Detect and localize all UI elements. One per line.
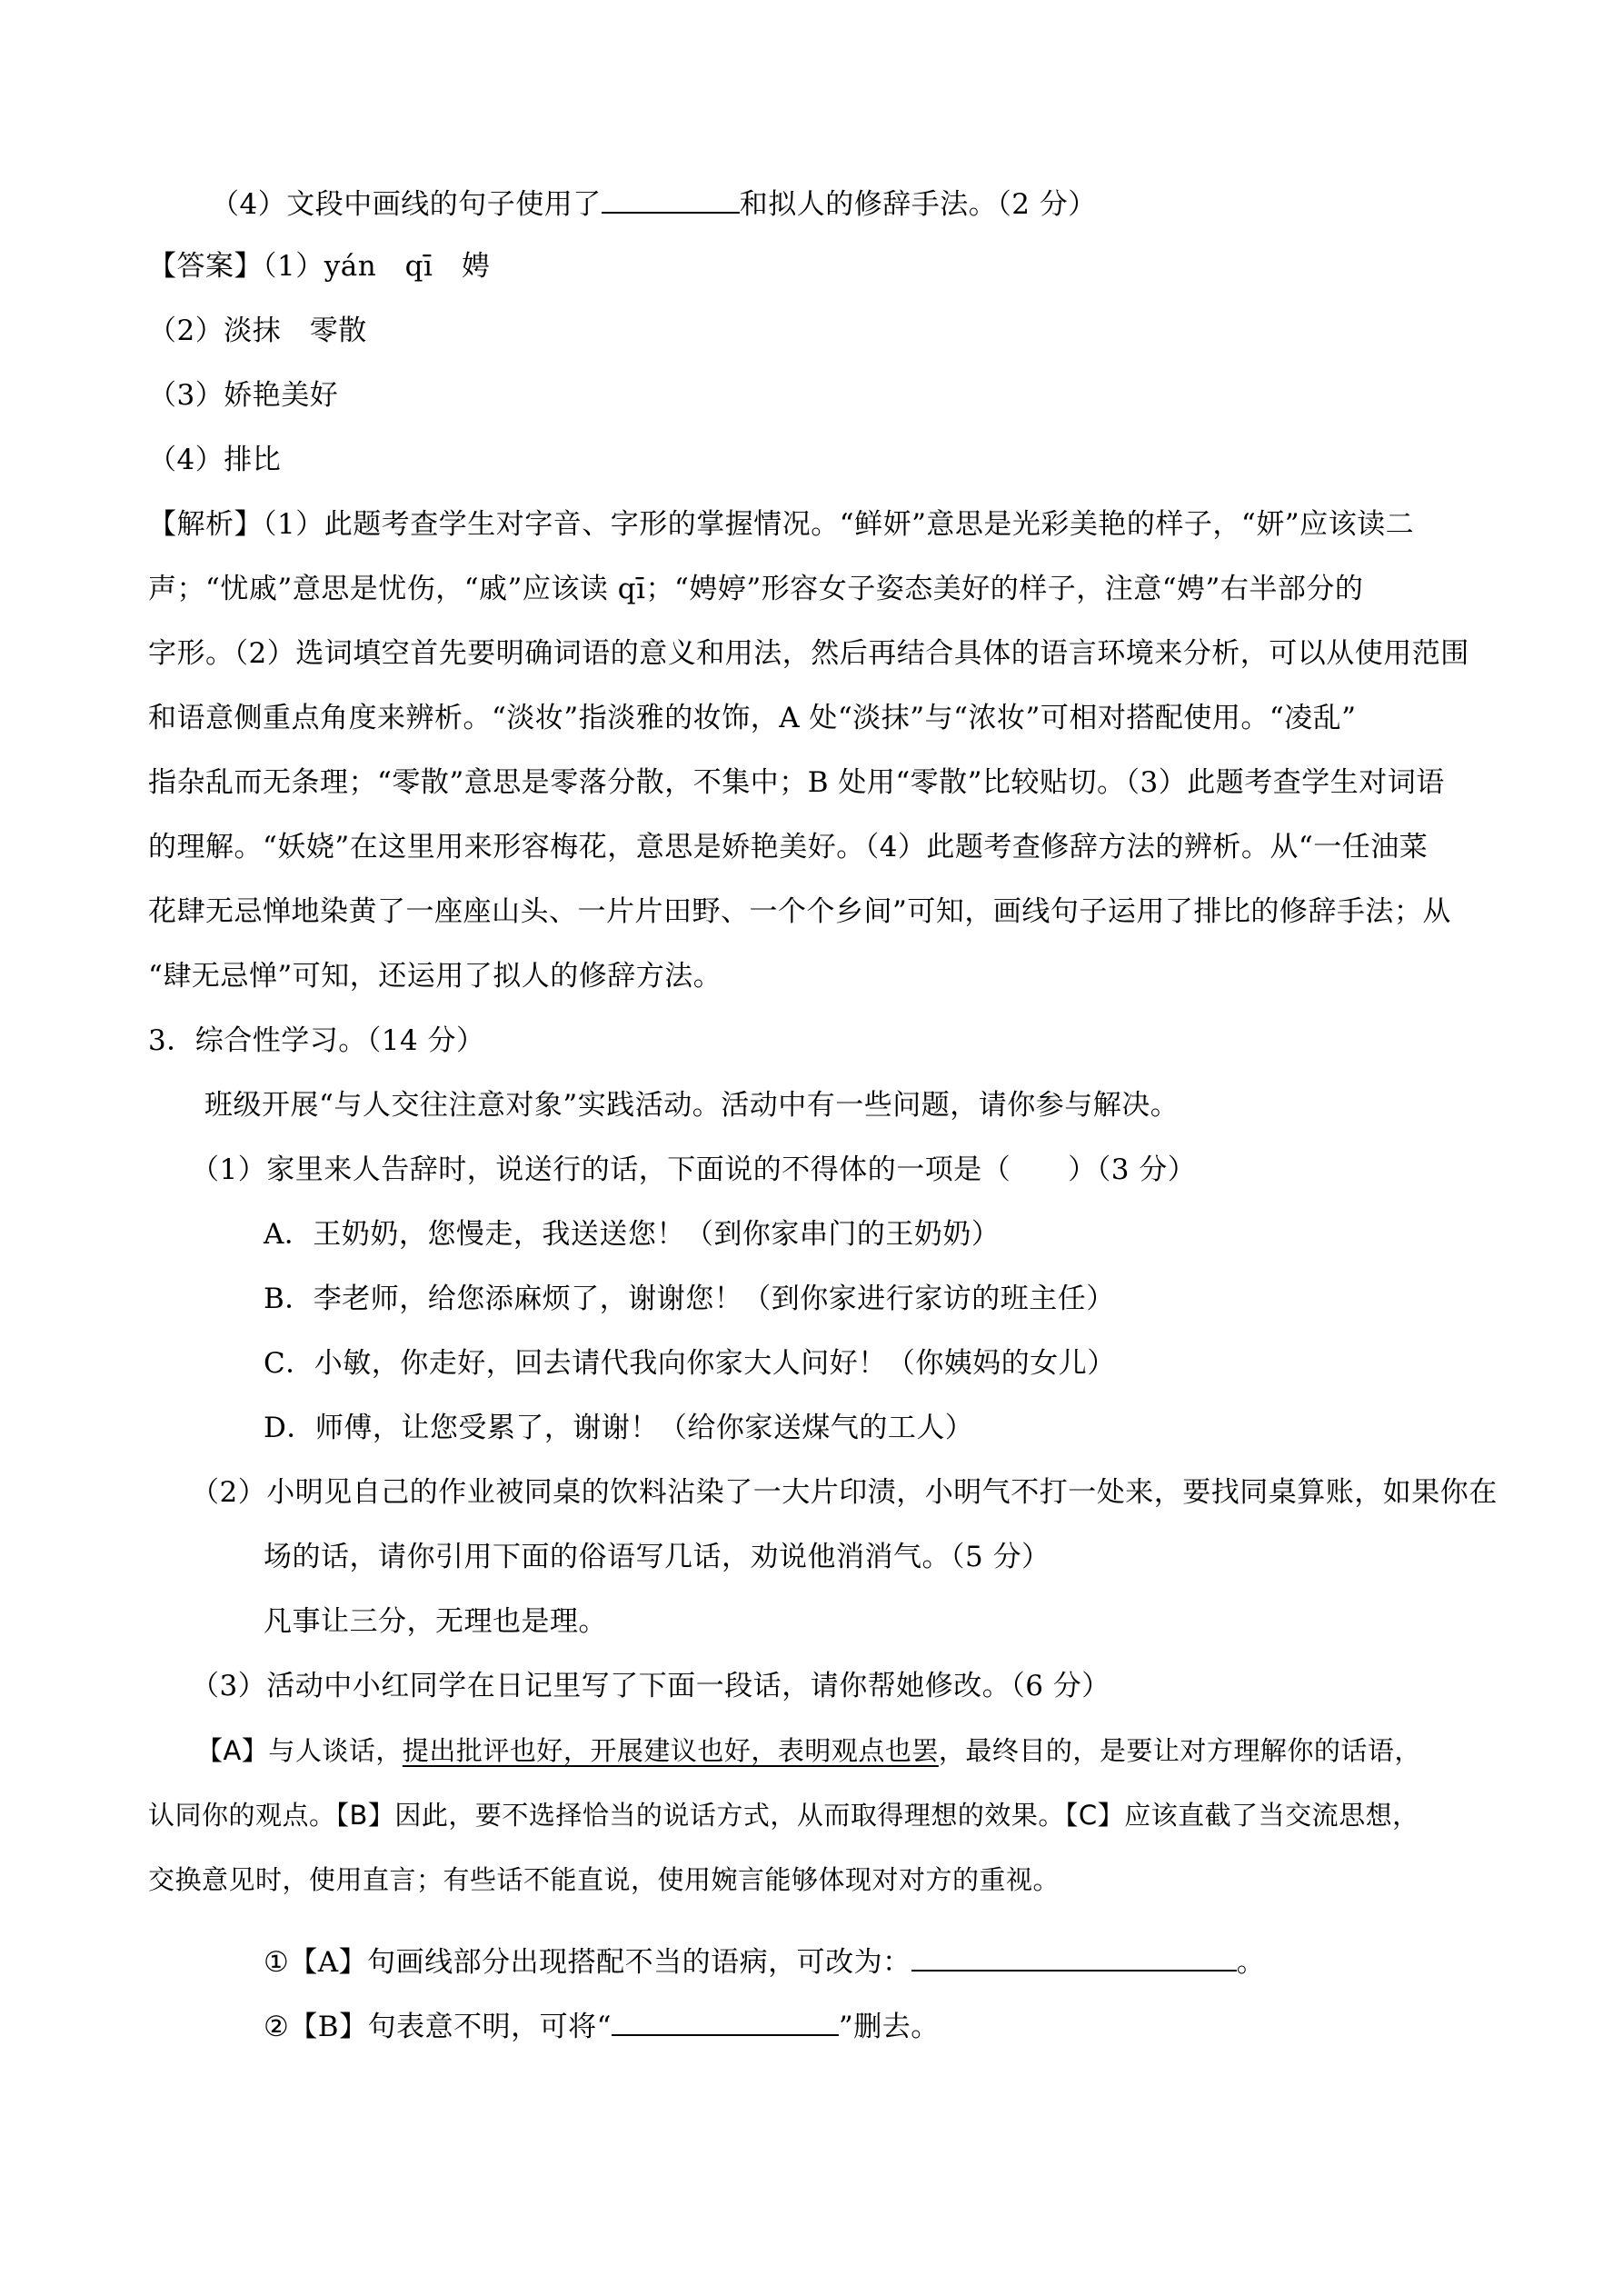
question-3-2-line-1: （2）小明见自己的作业被同桌的饮料沾染了一大片印渍，小明气不打一处来，要找同桌算账，如果你在 (191, 1476, 1498, 1509)
answer-line-2: （2）淡抹 零散 (148, 314, 367, 347)
option-d: D．师傅，让您受累了，谢谢！（给你家送煤气的工人） (264, 1412, 974, 1444)
analysis-label: 【解析】 (148, 508, 263, 541)
answer-line-1: 【答案】（1）yán qī 娉 (148, 250, 491, 283)
analysis-line-8: “肆无忌惮”可知，还运用了拟人的修辞方法。 (148, 960, 722, 993)
analysis-line-1: 【解析】（1）此题考查学生对字音、字形的掌握情况。“鲜妍”意思是光彩美艳的样子，“妍”应该读二 (148, 508, 1415, 541)
revision-item-1: ①【A】句画线部分出现搭配不当的语病，可改为： 。 (264, 1942, 1265, 1981)
analysis-line-6: 的理解。“妖娆”在这里用来形容梅花，意思是娇艳美好。（4）此题考查修辞方法的辨析。从“一任油菜 (148, 831, 1429, 863)
proverb-quote: 凡事让三分，无理也是理。 (264, 1605, 607, 1638)
option-c: C．小敏，你走好，回去请代我向你家大人问好！（你姨妈的女儿） (264, 1347, 1116, 1380)
answer-label: 【答案】 (148, 250, 263, 283)
question-3-3-prompt: （3）活动中小红同学在日记里写了下面一段话，请你帮她修改。（6 分） (191, 1670, 1110, 1702)
analysis-line-2: 声；“忧戚”意思是忧伤，“戚”应该读 qī；“娉婷”形容女子姿态美好的样子，注意“娉”右半部分的 (148, 573, 1364, 605)
answer-blank (602, 185, 740, 214)
answer-line-3: （3）娇艳美好 (148, 379, 339, 412)
analysis-line-5: 指杂乱而无条理；“零散”意思是零落分散，不集中；B 处用“零散”比较贴切。（3）此题考查学生对词语 (148, 766, 1445, 799)
diary-paragraph-line-1: 【A】与人谈话，提出批评也好，开展建议也好，表明观点也罢，最终目的，是要让对方理解你的话语， (196, 1735, 1421, 1766)
question-3-intro: 班级开展“与人交往注意对象”实践活动。活动中有一些问题，请你参与解决。 (204, 1089, 1180, 1122)
question-2-4: （4）文段中画线的句子使用了 和拟人的修辞手法。（2 分） (211, 185, 1097, 223)
option-b: B．李老师，给您添麻烦了，谢谢您！（到你家进行家访的班主任） (264, 1283, 1115, 1315)
answer-blank (911, 1942, 1237, 1972)
analysis-line-3: 字形。（2）选词填空首先要明确词语的意义和用法，然后再结合具体的语言环境来分析，可以从使用范围 (148, 637, 1469, 670)
paragraph-a-label: 【A】 (196, 1735, 269, 1766)
question-3-1-prompt: （1）家里来人告辞时，说送行的话，下面说的不得体的一项是（ ）（3 分） (191, 1153, 1197, 1186)
analysis-line-4: 和语意侧重点角度来辨析。“淡妆”指淡雅的妆饰，A 处“淡抹”与“浓妆”可相对搭配使用。“凌乱” (148, 702, 1357, 734)
answer-blank (612, 2007, 839, 2036)
analysis-line-7: 花肆无忌惮地染黄了一座座山头、一片片田野、一个个乡间”可知，画线句子运用了排比的修辞手法；从 (148, 895, 1451, 928)
question-3-title: 3．综合性学习。（14 分） (148, 1024, 485, 1057)
option-a: A．王奶奶，您慢走，我送送您！（到你家串门的王奶奶） (264, 1218, 1001, 1251)
question-3-2-line-2: 场的话，请你引用下面的俗语写几话，劝说他消消气。（5 分） (264, 1541, 1050, 1573)
diary-paragraph-line-3: 交换意见时，使用直言；有些话不能直说，使用婉言能够体现对对方的重视。 (148, 1864, 1060, 1895)
diary-paragraph-line-2: 认同你的观点。【B】因此，要不选择恰当的说话方式，从而取得理想的效果。【C】应该直截了当交流思想， (148, 1800, 1419, 1831)
underlined-phrase: 提出批评也好，开展建议也好，表明观点也罢 (402, 1735, 939, 1766)
revision-item-2: ②【B】句表意不明，可将“ ”删去。 (264, 2007, 940, 2045)
answer-line-4: （4）排比 (148, 444, 282, 476)
